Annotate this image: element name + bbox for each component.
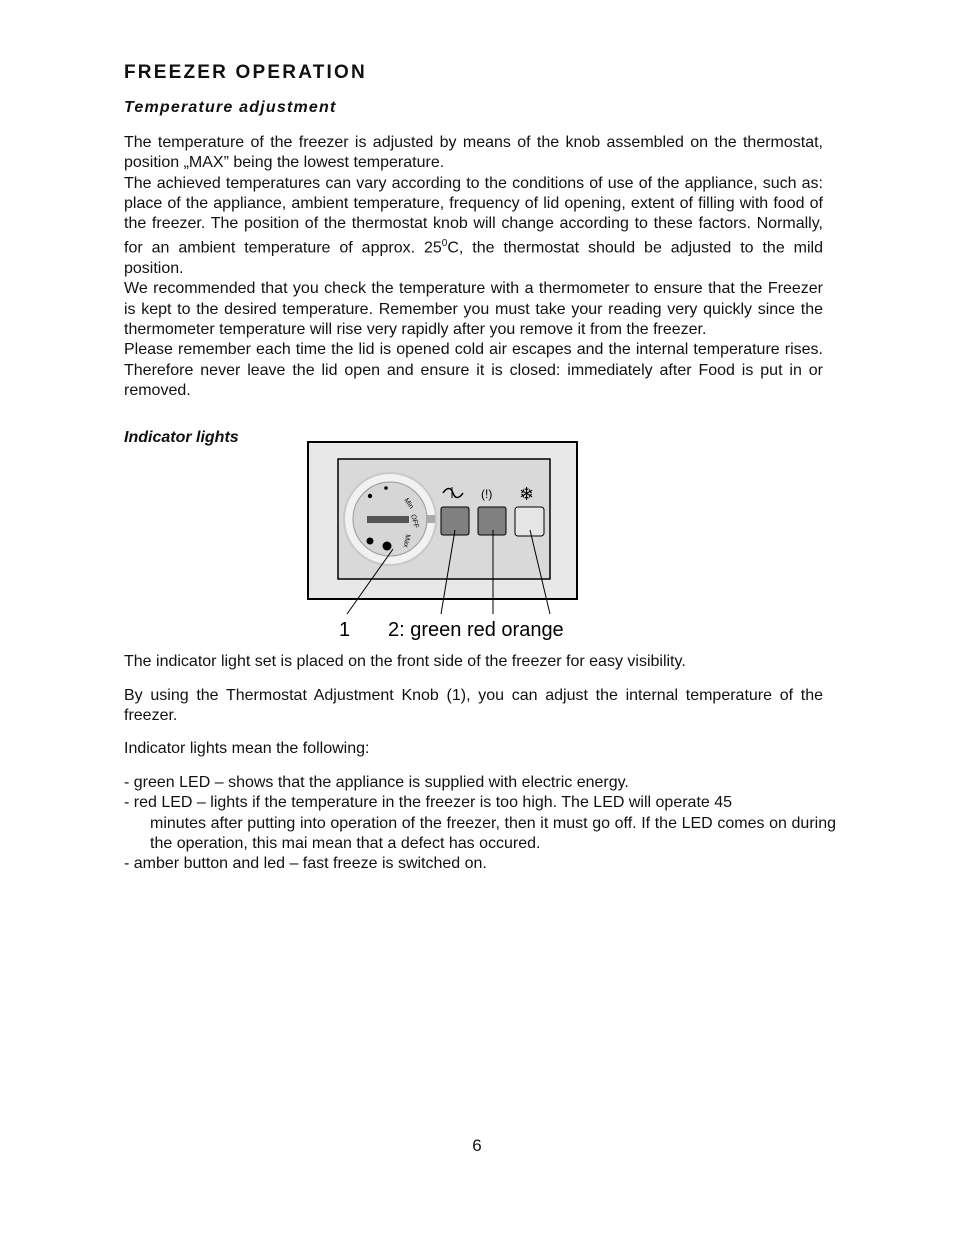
callout-label-1: 1 [339,619,351,641]
callout-label-2: 2: green red orange [388,619,564,641]
indicator-lights-label: Indicator lights [124,429,239,446]
knob-label-min: Min [402,497,415,511]
list-dash: - [124,855,134,873]
knob-dot-small [368,494,372,498]
list-item-continuation: minutes after putting into operation of the freezer, then it must go off. If the LED comes on during the operation, this mai mean that a defect has occured. [150,814,836,852]
list-item-text: green LED – shows that the appliance is supplied with electric energy. [133,774,629,791]
knob-notch [426,515,435,523]
indicator-meaning-list [124,773,836,874]
snowflake-icon: ❄ [519,484,535,505]
list-dash: - [124,794,134,812]
page-number: 6 [472,1136,482,1155]
conditions-text-end: C, the thermostat should be adjusted to the mild position. [124,239,824,278]
list-item-red [124,793,836,854]
knob-dot-large [383,542,392,551]
paragraph-conditions [124,174,823,280]
indicator-figure [300,436,600,651]
page-heading: FREEZER OPERATION [124,62,367,83]
knob-dot-medium [367,538,374,545]
red-led [478,507,506,535]
control-panel-diagram [300,436,600,646]
list-dash: - [124,774,134,791]
knob-usage-text: By using the Thermostat Adjustment Knob (1), you can adjust the internal temperature of the freezer. [124,687,823,725]
knob-dot-tiny [384,486,388,490]
section-subheading: Temperature adjustment [124,99,337,116]
list-item-text: amber button and led – fast freeze is switched on. [133,855,487,873]
paragraph-lid: Please remember each time the lid is opened cold air escapes and the internal temperature rises. Therefore never leave the lid open and ensure it is closed: immediately after Food is put in or removed. [124,341,823,399]
knob-label-max: Max [401,533,411,548]
list-item-text: red LED – lights if the temperature in the freezer is too high. The LED will operate 45 [133,794,733,812]
knob-label-off: OFF [409,513,420,530]
list-item-green [124,773,836,793]
conditions-text: The achieved temperatures can vary according to the conditions of use of the appliance, such as: place of the appliance, ambient temperature, frequency of lid opening, extent of filling with food of the freezer. The position of the thermostat knob will change according to these factors. Normally, for an ambient temperature of approx. 25 [124,174,823,257]
visibility-text: The indicator light set is placed on the front side of the freezer for easy visibility. [124,653,686,670]
temperature-text [124,133,823,401]
paragraph-thermometer: We recommended that you check the temperature with a thermometer to ensure that the Freezer is kept to the desired temperature. Remember you must take your reading very quickly since the thermometer temperature will rise very rapidly after you remove it from the freezer. [124,280,823,338]
list-item-amber [124,854,836,874]
degree-superscript: 0 [441,238,448,250]
orange-fast-freeze-button[interactable] [515,507,544,536]
paragraph-knob: The temperature of the freezer is adjusted by means of the knob assembled on the thermostat, position „MAX” being the lowest temperature. [124,134,823,172]
knob-indicator [367,516,409,523]
meaning-intro-text: Indicator lights mean the following: [124,740,370,757]
alarm-icon: (!) [481,487,493,501]
